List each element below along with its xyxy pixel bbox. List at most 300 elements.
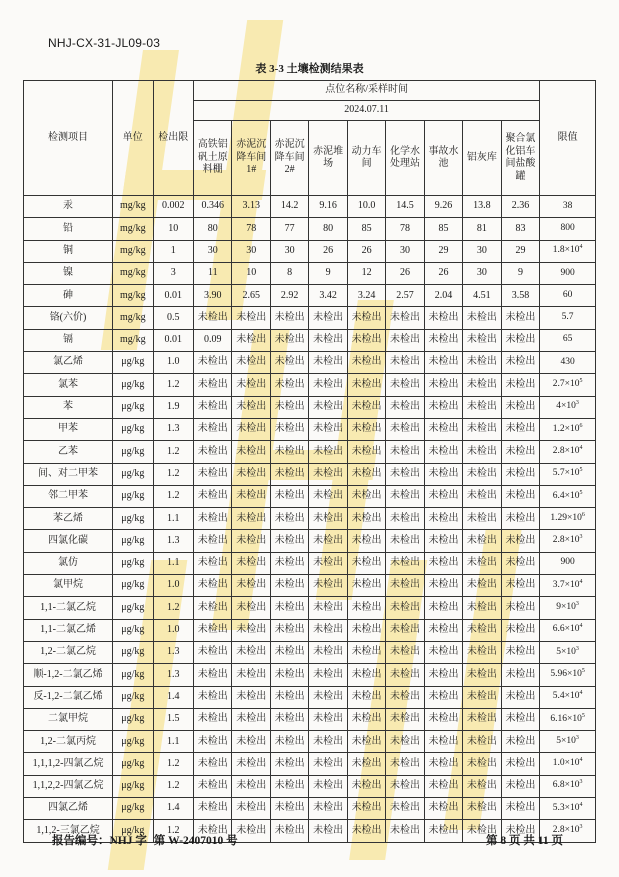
- row-value: 未检出: [501, 641, 540, 663]
- limit-exponent: 4: [579, 244, 583, 251]
- row-detect-limit: 1.2: [153, 820, 193, 842]
- row-unit: μg/kg: [113, 664, 153, 686]
- header-location-2: 赤泥沉降车间1#: [232, 121, 270, 196]
- limit-exponent: 4: [579, 690, 583, 697]
- limit-exponent: 5: [579, 489, 583, 496]
- row-value: 26: [347, 240, 385, 262]
- row-value: 未检出: [309, 418, 347, 440]
- row-value: 未检出: [386, 597, 424, 619]
- row-limit: [540, 307, 596, 329]
- row-detect-limit: 0.5: [153, 307, 193, 329]
- row-detect-limit: 1.2: [153, 485, 193, 507]
- row-value: 未检出: [501, 753, 540, 775]
- row-limit: [540, 374, 596, 396]
- row-item: 1,2-二氯丙烷: [24, 731, 113, 753]
- row-value: 未检出: [463, 463, 501, 485]
- header-location-4: 赤泥堆场: [309, 121, 347, 196]
- row-value: 未检出: [270, 508, 308, 530]
- row-detect-limit: 10: [153, 218, 193, 240]
- row-value: 未检出: [463, 374, 501, 396]
- limit-base: 2.8×10: [552, 825, 580, 836]
- row-value: 14.5: [386, 196, 424, 218]
- table-row: [24, 708, 596, 730]
- table-row: [24, 418, 596, 440]
- table-row: [24, 575, 596, 597]
- footer-report-label: 报告编号：NHJ 字: [52, 835, 147, 847]
- row-detect-limit: 1.0: [153, 619, 193, 641]
- row-value: 未检出: [386, 485, 424, 507]
- row-value: 未检出: [309, 753, 347, 775]
- row-unit: μg/kg: [113, 418, 153, 440]
- row-value: 未检出: [232, 463, 270, 485]
- row-value: 78: [232, 218, 270, 240]
- row-value: 未检出: [424, 485, 462, 507]
- row-value: 未检出: [270, 731, 308, 753]
- row-value: 未检出: [232, 597, 270, 619]
- table-row: [24, 508, 596, 530]
- row-value: 未检出: [194, 418, 232, 440]
- row-value: 未检出: [501, 485, 540, 507]
- row-detect-limit: 0.01: [153, 329, 193, 351]
- row-item: 镍: [24, 262, 113, 284]
- table-row: [24, 552, 596, 574]
- row-unit: μg/kg: [113, 530, 153, 552]
- limit-base: 5.96×10: [550, 668, 582, 679]
- row-value: 未检出: [309, 441, 347, 463]
- row-value: 未检出: [194, 552, 232, 574]
- limit-base: 900: [560, 557, 575, 568]
- row-unit: μg/kg: [113, 708, 153, 730]
- row-value: 未检出: [309, 485, 347, 507]
- row-limit: [540, 798, 596, 820]
- row-limit: [540, 530, 596, 552]
- row-value: 未检出: [270, 307, 308, 329]
- limit-exponent: 6: [579, 422, 583, 429]
- row-value: 29: [501, 240, 540, 262]
- row-value: 未检出: [194, 686, 232, 708]
- row-detect-limit: 1: [153, 240, 193, 262]
- row-value: 未检出: [194, 798, 232, 820]
- row-value: 未检出: [347, 731, 385, 753]
- row-value: 未检出: [194, 753, 232, 775]
- row-value: 未检出: [463, 641, 501, 663]
- row-value: 未检出: [424, 820, 462, 842]
- row-unit: mg/kg: [113, 240, 153, 262]
- row-unit: mg/kg: [113, 218, 153, 240]
- row-item: 1,2-二氯乙烷: [24, 641, 113, 663]
- row-value: 未检出: [309, 820, 347, 842]
- header-detect-limit: 检出限: [153, 81, 193, 196]
- row-value: 未检出: [347, 485, 385, 507]
- table-row: [24, 285, 596, 307]
- row-limit: [540, 731, 596, 753]
- row-value: 未检出: [270, 530, 308, 552]
- header-location-9: 聚合氯化铝车间盐酸罐: [501, 121, 540, 196]
- row-unit: μg/kg: [113, 731, 153, 753]
- row-value: 未检出: [386, 418, 424, 440]
- row-value: 未检出: [347, 418, 385, 440]
- row-value: 10.0: [347, 196, 385, 218]
- row-item: 氯乙烯: [24, 352, 113, 374]
- row-value: 未检出: [501, 798, 540, 820]
- row-value: 未检出: [270, 641, 308, 663]
- limit-base: 1.8×10: [552, 245, 580, 256]
- row-value: 2.57: [386, 285, 424, 307]
- row-value: 未检出: [386, 798, 424, 820]
- row-limit: [540, 664, 596, 686]
- row-value: 未检出: [386, 820, 424, 842]
- limit-base: 38: [562, 200, 573, 211]
- header-location-5: 动力车间: [347, 121, 385, 196]
- table-row: [24, 641, 596, 663]
- row-item: 苯乙烯: [24, 508, 113, 530]
- row-limit: [540, 418, 596, 440]
- row-limit: [540, 329, 596, 351]
- row-unit: mg/kg: [113, 196, 153, 218]
- row-value: 11: [194, 262, 232, 284]
- row-unit: μg/kg: [113, 508, 153, 530]
- row-value: 83: [501, 218, 540, 240]
- row-value: 未检出: [194, 307, 232, 329]
- row-value: 9: [309, 262, 347, 284]
- limit-base: 5.7: [561, 312, 574, 323]
- row-limit: [540, 641, 596, 663]
- row-limit: [540, 575, 596, 597]
- row-detect-limit: 1.3: [153, 530, 193, 552]
- row-value: 80: [309, 218, 347, 240]
- row-value: 未检出: [270, 418, 308, 440]
- row-value: 未检出: [347, 753, 385, 775]
- limit-exponent: 3: [575, 400, 579, 407]
- row-value: 未检出: [232, 352, 270, 374]
- row-value: 未检出: [232, 775, 270, 797]
- row-value: 未检出: [463, 664, 501, 686]
- row-value: 未检出: [424, 396, 462, 418]
- row-value: 未检出: [463, 396, 501, 418]
- row-value: 未检出: [232, 396, 270, 418]
- row-value: 2.36: [501, 196, 540, 218]
- row-value: 未检出: [501, 508, 540, 530]
- row-value: 未检出: [232, 641, 270, 663]
- row-unit: mg/kg: [113, 285, 153, 307]
- table-row: [24, 262, 596, 284]
- row-item: 1,1,2,2-四氯乙烷: [24, 775, 113, 797]
- row-value: 未检出: [232, 307, 270, 329]
- row-unit: μg/kg: [113, 686, 153, 708]
- row-detect-limit: 1.3: [153, 664, 193, 686]
- row-unit: μg/kg: [113, 753, 153, 775]
- row-value: 未检出: [463, 552, 501, 574]
- row-value: 未检出: [463, 708, 501, 730]
- row-value: 未检出: [501, 352, 540, 374]
- row-value: 未检出: [232, 686, 270, 708]
- row-detect-limit: 1.2: [153, 463, 193, 485]
- row-item: 反-1,2-二氯乙烯: [24, 686, 113, 708]
- row-value: 30: [463, 262, 501, 284]
- row-value: 26: [424, 262, 462, 284]
- row-detect-limit: 1.2: [153, 441, 193, 463]
- limit-exponent: 3: [579, 823, 583, 830]
- row-value: 未检出: [309, 508, 347, 530]
- row-value: 3.58: [501, 285, 540, 307]
- row-value: 85: [347, 218, 385, 240]
- row-value: 未检出: [270, 753, 308, 775]
- row-value: 未检出: [463, 798, 501, 820]
- limit-exponent: 3: [575, 734, 579, 741]
- limit-base: 6.6×10: [552, 624, 580, 635]
- row-detect-limit: 0.002: [153, 196, 193, 218]
- row-value: 80: [194, 218, 232, 240]
- row-unit: μg/kg: [113, 619, 153, 641]
- row-unit: μg/kg: [113, 463, 153, 485]
- row-value: 未检出: [386, 664, 424, 686]
- row-value: 未检出: [194, 708, 232, 730]
- row-value: 未检出: [424, 374, 462, 396]
- row-unit: mg/kg: [113, 262, 153, 284]
- row-value: 85: [424, 218, 462, 240]
- row-value: 未检出: [270, 686, 308, 708]
- row-value: 未检出: [424, 686, 462, 708]
- row-unit: μg/kg: [113, 597, 153, 619]
- row-value: 未检出: [232, 619, 270, 641]
- row-value: 未检出: [347, 552, 385, 574]
- row-value: 未检出: [347, 798, 385, 820]
- row-value: 未检出: [232, 441, 270, 463]
- row-value: 未检出: [270, 352, 308, 374]
- row-value: 未检出: [463, 329, 501, 351]
- limit-exponent: 3: [575, 645, 579, 652]
- table-row: [24, 307, 596, 329]
- row-value: 未检出: [270, 374, 308, 396]
- row-limit: [540, 686, 596, 708]
- row-item: 四氯乙烯: [24, 798, 113, 820]
- row-item: 1,1,2-三氯乙烷: [24, 820, 113, 842]
- row-value: 未检出: [309, 552, 347, 574]
- row-detect-limit: 1.0: [153, 575, 193, 597]
- row-value: 未检出: [424, 731, 462, 753]
- row-item: 邻二甲苯: [24, 485, 113, 507]
- row-unit: μg/kg: [113, 396, 153, 418]
- table-row: [24, 753, 596, 775]
- row-unit: μg/kg: [113, 820, 153, 842]
- row-value: 未检出: [232, 530, 270, 552]
- row-value: 未检出: [386, 441, 424, 463]
- row-value: 未检出: [501, 463, 540, 485]
- limit-exponent: 4: [579, 756, 583, 763]
- row-item: 铬(六价): [24, 307, 113, 329]
- row-detect-limit: 1.9: [153, 396, 193, 418]
- row-value: 未检出: [386, 329, 424, 351]
- row-value: 未检出: [501, 329, 540, 351]
- limit-exponent: 5: [581, 667, 585, 674]
- row-value: 未检出: [424, 597, 462, 619]
- row-limit: [540, 552, 596, 574]
- row-value: 未检出: [501, 686, 540, 708]
- row-unit: μg/kg: [113, 575, 153, 597]
- row-value: 未检出: [347, 686, 385, 708]
- row-item: 铜: [24, 240, 113, 262]
- row-unit: mg/kg: [113, 307, 153, 329]
- table-row: [24, 352, 596, 374]
- row-value: 未检出: [501, 664, 540, 686]
- row-detect-limit: 1.2: [153, 753, 193, 775]
- row-value: 未检出: [501, 708, 540, 730]
- row-value: 81: [463, 218, 501, 240]
- limit-exponent: 3: [575, 600, 579, 607]
- row-value: 未检出: [194, 664, 232, 686]
- row-value: 未检出: [194, 820, 232, 842]
- row-value: 未检出: [424, 552, 462, 574]
- row-detect-limit: 1.3: [153, 641, 193, 663]
- row-detect-limit: 1.2: [153, 597, 193, 619]
- table-row: [24, 240, 596, 262]
- limit-exponent: 5: [579, 467, 583, 474]
- row-value: 未检出: [270, 664, 308, 686]
- table-row: [24, 731, 596, 753]
- row-unit: μg/kg: [113, 374, 153, 396]
- table-row: [24, 218, 596, 240]
- row-value: 未检出: [232, 664, 270, 686]
- row-value: 未检出: [347, 575, 385, 597]
- row-value: 未检出: [463, 307, 501, 329]
- row-value: 未检出: [232, 820, 270, 842]
- row-value: 未检出: [424, 708, 462, 730]
- row-value: 未检出: [501, 374, 540, 396]
- limit-base: 5.7×10: [552, 468, 580, 479]
- row-detect-limit: 1.0: [153, 352, 193, 374]
- row-value: 未检出: [270, 820, 308, 842]
- row-value: 未检出: [309, 641, 347, 663]
- limit-base: 5.4×10: [552, 691, 580, 702]
- header-location-1: 高铁铝矾土原料棚: [194, 121, 232, 196]
- row-detect-limit: 1.4: [153, 686, 193, 708]
- row-value: 未检出: [347, 508, 385, 530]
- row-value: 未检出: [501, 597, 540, 619]
- row-value: 30: [463, 240, 501, 262]
- row-value: 未检出: [309, 708, 347, 730]
- row-value: 未检出: [424, 753, 462, 775]
- row-value: 14.2: [270, 196, 308, 218]
- row-value: 未检出: [463, 775, 501, 797]
- row-value: 4.51: [463, 285, 501, 307]
- row-item: 甲苯: [24, 418, 113, 440]
- row-item: 1,1-二氯乙烯: [24, 619, 113, 641]
- row-value: 未检出: [463, 418, 501, 440]
- table-row: [24, 597, 596, 619]
- row-unit: μg/kg: [113, 798, 153, 820]
- row-detect-limit: 1.2: [153, 374, 193, 396]
- row-detect-limit: 1.1: [153, 731, 193, 753]
- row-limit: [540, 708, 596, 730]
- row-unit: μg/kg: [113, 775, 153, 797]
- row-value: 未检出: [347, 641, 385, 663]
- row-value: 未检出: [347, 463, 385, 485]
- header-unit: 单位: [113, 81, 153, 196]
- row-value: 未检出: [463, 441, 501, 463]
- row-limit: [540, 352, 596, 374]
- header-item: 检测项目: [24, 81, 113, 196]
- table-row: [24, 396, 596, 418]
- row-value: 未检出: [194, 530, 232, 552]
- row-value: 未检出: [309, 686, 347, 708]
- row-value: 未检出: [386, 575, 424, 597]
- row-value: 2.04: [424, 285, 462, 307]
- table-row: [24, 196, 596, 218]
- row-value: 13.8: [463, 196, 501, 218]
- row-value: 29: [424, 240, 462, 262]
- row-value: 未检出: [463, 352, 501, 374]
- row-value: 30: [232, 240, 270, 262]
- footer-page-number: 第 8 页 共 11 页: [486, 835, 563, 847]
- table-row: [24, 619, 596, 641]
- row-limit: [540, 753, 596, 775]
- row-value: 未检出: [424, 641, 462, 663]
- row-value: 未检出: [424, 463, 462, 485]
- header-limit: 限值: [540, 81, 596, 196]
- row-value: 未检出: [463, 508, 501, 530]
- limit-base: 9×10: [556, 602, 576, 613]
- row-value: 未检出: [463, 753, 501, 775]
- limit-base: 5.3×10: [552, 802, 580, 813]
- limit-base: 2.8×10: [552, 535, 580, 546]
- row-value: 未检出: [232, 485, 270, 507]
- limit-base: 2.7×10: [552, 379, 580, 390]
- row-value: 未检出: [309, 798, 347, 820]
- table-title: 表 3-3 土壤检测结果表: [255, 63, 364, 75]
- row-value: 未检出: [194, 775, 232, 797]
- limit-exponent: 5: [581, 712, 585, 719]
- row-value: 未检出: [232, 575, 270, 597]
- row-value: 3.90: [194, 285, 232, 307]
- row-value: 未检出: [309, 352, 347, 374]
- row-value: 未检出: [501, 575, 540, 597]
- row-value: 未检出: [386, 352, 424, 374]
- table-row: [24, 329, 596, 351]
- row-value: 未检出: [347, 307, 385, 329]
- row-limit: [540, 508, 596, 530]
- row-value: 未检出: [232, 753, 270, 775]
- row-value: 未检出: [347, 664, 385, 686]
- limit-base: 1.2×10: [552, 423, 580, 434]
- limit-base: 1.0×10: [552, 758, 580, 769]
- row-value: 未检出: [232, 508, 270, 530]
- row-value: 未检出: [463, 530, 501, 552]
- row-value: 未检出: [270, 485, 308, 507]
- row-value: 未检出: [309, 307, 347, 329]
- row-value: 12: [347, 262, 385, 284]
- header-location-7: 事故水池: [424, 121, 462, 196]
- row-value: 未检出: [424, 664, 462, 686]
- header-location-group: 点位名称/采样时间: [194, 81, 540, 101]
- row-limit: [540, 240, 596, 262]
- row-value: 未检出: [347, 329, 385, 351]
- limit-exponent: 5: [579, 377, 583, 384]
- row-value: 未检出: [232, 374, 270, 396]
- row-value: 未检出: [194, 731, 232, 753]
- row-value: 未检出: [270, 463, 308, 485]
- row-value: 未检出: [194, 485, 232, 507]
- row-value: 未检出: [386, 708, 424, 730]
- row-item: 氯仿: [24, 552, 113, 574]
- limit-base: 6.8×10: [552, 780, 580, 791]
- row-item: 四氯化碳: [24, 530, 113, 552]
- limit-base: 6.16×10: [550, 713, 582, 724]
- row-value: 未检出: [386, 374, 424, 396]
- table-row: [24, 775, 596, 797]
- row-value: 0.09: [194, 329, 232, 351]
- row-item: 间、对二甲苯: [24, 463, 113, 485]
- table-row: [24, 530, 596, 552]
